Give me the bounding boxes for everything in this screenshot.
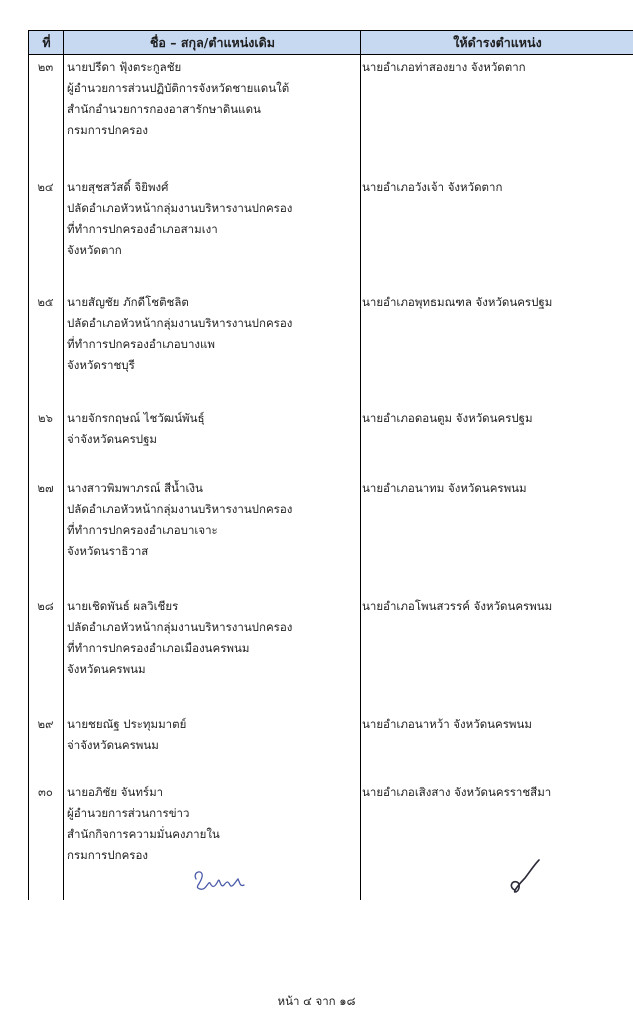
former-position-line: ปลัดอำเภอหัวหน้ากลุ่มงานบริหารงานปกครอง xyxy=(67,620,293,634)
row-number: ๓๐ xyxy=(38,785,53,799)
row-number: ๒๗ xyxy=(37,481,54,495)
appointment-table xyxy=(28,30,633,900)
header-number: ที่ xyxy=(42,35,51,50)
row-number: ๒๕ xyxy=(37,295,54,309)
former-position-line: สำนักกิจการความมั่นคงภายใน xyxy=(67,827,220,841)
header-new-position: ให้ดำรงตำแหน่ง xyxy=(453,35,542,50)
former-position-line: สำนักอำนวยการกองอาสารักษาดินแดน xyxy=(67,102,261,116)
former-position-line: กรมการปกครอง xyxy=(67,123,148,137)
name-former-position xyxy=(67,57,357,141)
former-position-line: ที่ทำการปกครองอำเภอบางแพ xyxy=(67,337,216,351)
table-header-row xyxy=(28,30,633,55)
former-position-line: ปลัดอำเภอหัวหน้ากลุ่มงานบริหารงานปกครอง xyxy=(67,201,293,215)
former-position-line: จังหวัดนครพนม xyxy=(67,662,146,676)
row-number: ๒๓ xyxy=(37,60,54,74)
name-former-position xyxy=(67,478,357,562)
new-position: นายอำเภอนาหว้า จังหวัดนครพนม xyxy=(362,717,532,731)
new-position: นายอำเภอวังเจ้า จังหวัดตาก xyxy=(362,180,503,194)
former-position-line: จ่าจังหวัดนครพนม xyxy=(67,738,159,752)
name-former-position xyxy=(67,596,357,680)
former-position-line: ที่ทำการปกครองอำเภอเมืองนครพนม xyxy=(67,641,250,655)
former-position-line: กรมการปกครอง xyxy=(67,848,148,862)
person-name: นายจักรกฤษณ์ ไชวัฒน์พันธุ์ xyxy=(67,411,205,425)
person-name: นายสุชสวัสดิ์ จิยิพงศ์ xyxy=(67,180,169,194)
former-position-line: ที่ทำการปกครองอำเภอบาเจาะ xyxy=(67,523,218,537)
name-former-position xyxy=(67,177,357,261)
former-position-line: ผู้อำนวยการส่วนปฏิบัติการจังหวัดชายแดนใต้ xyxy=(67,81,290,95)
former-position-line: จังหวัดนราธิวาส xyxy=(67,544,149,558)
row-number: ๒๖ xyxy=(38,411,53,425)
table-divider-1 xyxy=(63,30,64,900)
person-name: นายอภิชัย จันทร์มา xyxy=(67,785,164,799)
person-name: นายชยณัฐ ประทุมมาตย์ xyxy=(67,717,187,731)
row-number: ๒๔ xyxy=(37,180,54,194)
person-name: นางสาวพิมพาภรณ์ สีน้ำเงิน xyxy=(67,481,203,495)
name-former-position xyxy=(67,782,357,866)
former-position-line: ผู้อำนวยการส่วนการข่าว xyxy=(67,806,190,820)
name-former-position xyxy=(67,714,357,756)
name-former-position xyxy=(67,292,357,376)
former-position-line: ที่ทำการปกครองอำเภอสามเงา xyxy=(67,222,218,236)
table-border-left xyxy=(28,30,29,900)
row-number: ๒๙ xyxy=(37,717,54,731)
name-former-position xyxy=(67,408,357,450)
former-position-line: จ่าจังหวัดนครปฐม xyxy=(67,432,158,446)
new-position: นายอำเภอท่าสองยาง จังหวัดตาก xyxy=(362,60,526,74)
person-name: นายสัญชัย ภักดีโชติชลิต xyxy=(67,295,189,309)
new-position: นายอำเภอโพนสวรรค์ จังหวัดนครพนม xyxy=(362,599,553,613)
table-divider-2 xyxy=(360,30,361,900)
new-position: นายอำเภอนาทม จังหวัดนครพนม xyxy=(362,481,527,495)
header-name-former-position: ชื่อ – สกุล/ตำแหน่งเดิม xyxy=(149,35,276,50)
new-position: นายอำเภอพุทธมณฑล จังหวัดนครปฐม xyxy=(362,295,553,309)
person-name: นายเชิดพันธ์ ผลวิเชียร xyxy=(67,599,179,613)
former-position-line: จังหวัดราชบุรี xyxy=(67,358,135,372)
page-number: หน้า ๔ จาก ๑๘ xyxy=(277,994,356,1008)
new-position: นายอำเภอเสิงสาง จังหวัดนครราชสีมา xyxy=(362,785,552,799)
former-position-line: จังหวัดตาก xyxy=(67,243,122,257)
person-name: นายปรีดา ฟุ้งตระกูลชัย xyxy=(67,60,182,74)
former-position-line: ปลัดอำเภอหัวหน้ากลุ่มงานบริหารงานปกครอง xyxy=(67,316,293,330)
row-number: ๒๘ xyxy=(37,599,54,613)
new-position: นายอำเภอดอนตูม จังหวัดนครปฐม xyxy=(362,411,533,425)
former-position-line: ปลัดอำเภอหัวหน้ากลุ่มงานบริหารงานปกครอง xyxy=(67,502,293,516)
